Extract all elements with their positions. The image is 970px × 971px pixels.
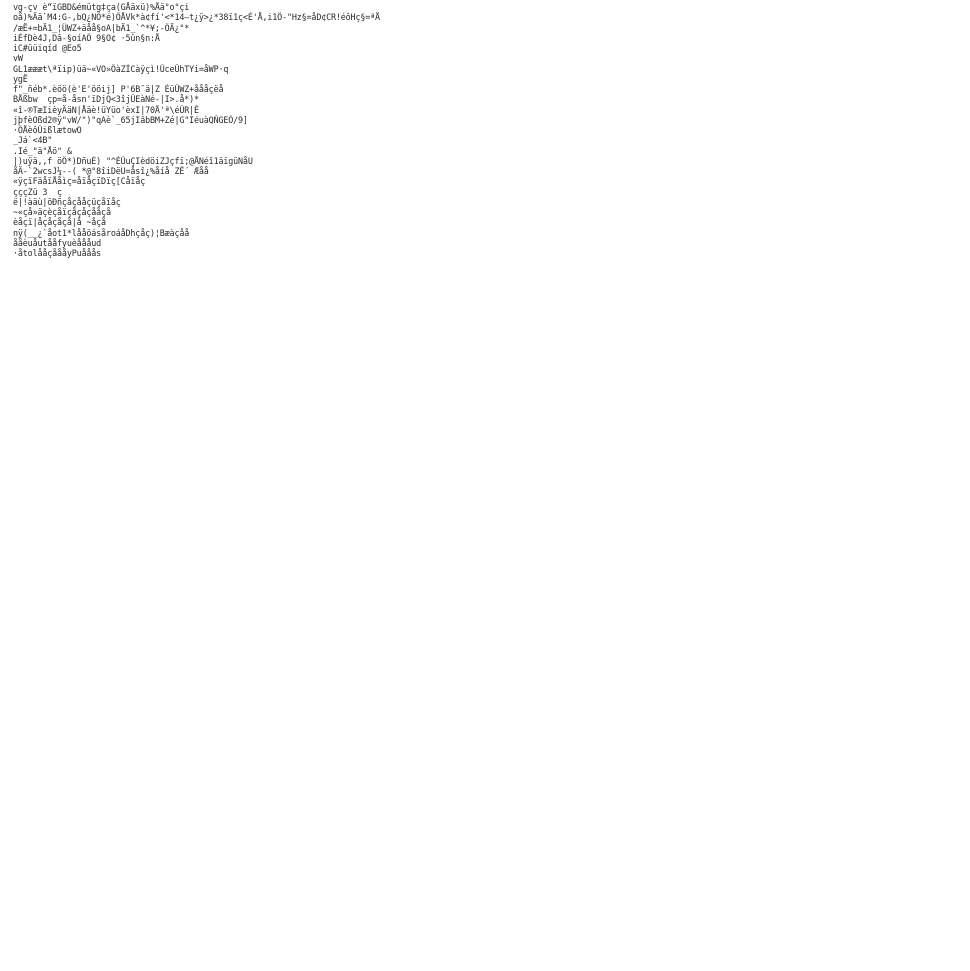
- text-line: _Já`<4B": [13, 135, 53, 146]
- text-line: ë|!àäù|öÐñçåçååçüçåïåç: [13, 196, 121, 207]
- text-line: vg-çv è“ïGBD&émütg‡ça(GÅäxü)%Åä°o°çi: [13, 2, 190, 12]
- text-line: èåçï|åçåçåçå|å ~åçå: [13, 217, 106, 228]
- text-line: «ÿçïFäåïÅåìç=åïåçïDïç[Cåïåç: [13, 176, 146, 187]
- text-line: f"_ñéb*.èöö(è'E'ööij] P'6B¯ä|Z ÉüÛWZ+åååçëå: [13, 84, 224, 94]
- text-line: ygË: [13, 73, 28, 84]
- text-line: GL1æææt\ªïip)üä~«VO»ÖàZÍCàÿçì!ÛceÛhTYi=åWP·q: [13, 63, 229, 74]
- text-line: jþfèOßd2®ÿ"vW/")"qAè`_65jIâbBM+Zé|G"IéuàQÑGEÖ/9]: [13, 114, 248, 125]
- text-line: «î-®TæIièyÄäN|Åäè!üYüo'èxI|70Å'ª\éÛR|Ê: [13, 104, 199, 115]
- text-line: çççZü 3 ç: [13, 186, 62, 197]
- text-line: vW: [13, 53, 23, 64]
- garbled-text-body: [13, 2, 961, 258]
- text-line: ·ÖÅèôÛißlætowO: [13, 125, 82, 135]
- text-line: ~«çå»äçèçåïçåçåçååçå: [13, 207, 111, 217]
- text-line: åÄ-`2wcsJ¼--( *@°8îiDëU=åsî¿%åíå ZÊ´ Æåå: [13, 166, 209, 176]
- text-line: /æË+=bÄ1_¦ÜWZ+äåå§oA|bÄ1_`^*¥;-ÖÄ¿°*: [13, 22, 190, 33]
- text-line: ååèuåutååfyuèåååud: [13, 237, 102, 248]
- text-line: oå)%Ää`M4:G-,bQ¿NÖ*é)ÖÅVk*à¢fí'<*14—t¿ÿ>¿*38ï1ç<É'Å,i1Ö-"Hz§=åD¢CR!éôHç§=ªÅ: [13, 12, 380, 23]
- text-line: ·åtolååçåååyPuååås: [13, 248, 102, 258]
- text-line: .Ié_"ä"Åö" &: [13, 145, 72, 156]
- text-line: |)uÿä,,f öÖ*)DñuÉ) "^ÉÛuÇIèdöiZJçfï;@ÅNéî1äïgüNåU: [13, 155, 253, 166]
- text-line: iÉfDè4J,Dâ-§oíAÖ 9§O¢ ·5ûn§n:Å: [13, 32, 160, 43]
- text-line: nÿ(__¿`åot1*lååöásåroáåDhçåç)¦Bæàçåå: [13, 227, 190, 238]
- text-line: iC#üüiqíd @Eo5: [13, 43, 82, 53]
- text-line: BÅßbw çp=å-åsn'ïDjQ<3îjÛEàNé-|I>.å*)*: [13, 94, 199, 105]
